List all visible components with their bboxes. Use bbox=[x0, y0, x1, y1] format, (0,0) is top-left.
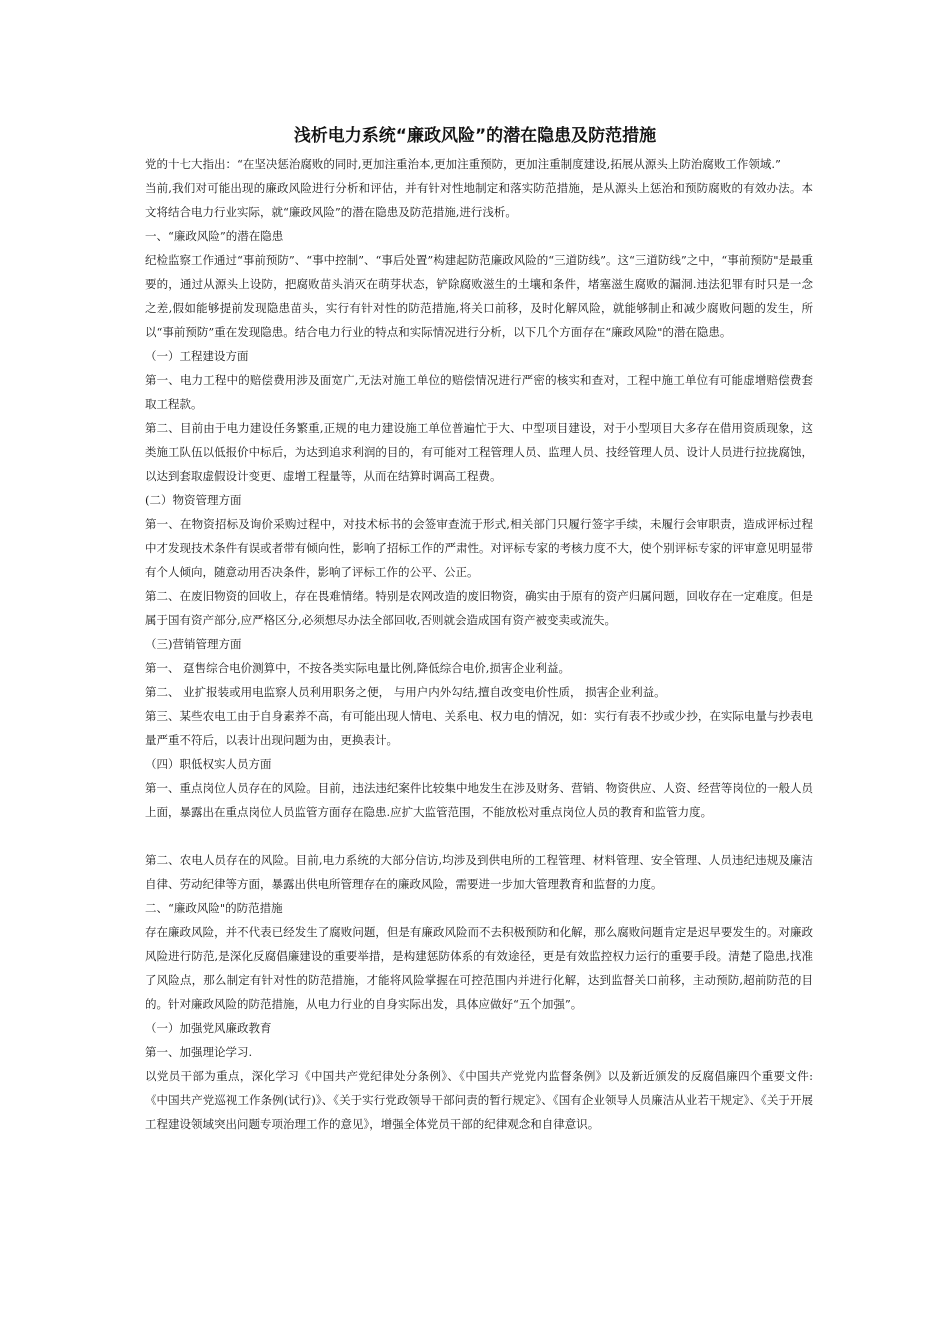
section-heading-risks: 一、“廉政风险”的潜在隐患 bbox=[145, 229, 284, 243]
paragraph-engineering-second: 第二、目前由于电力建设任务繁重,正规的电力建设施工单位普遍忙于大、中型项目建设，对于小型项目大多存在借用资质现象，这类施工队伍以低报价中标后，为达到追求利润的目的，有可能对工程管理人员、监理人员、技经管理人员、设计人员进行拉拢腐蚀，以达到套取虚假设计变更、虚增工程量等，从而在结算时调高工程费。 bbox=[145, 421, 813, 483]
document-title: 浅析电力系统“廉政风险”的潜在隐患及防范措施 bbox=[293, 126, 657, 146]
paragraph-personnel-first: 第一、重点岗位人员存在的风险。目前，违法违纪案件比较集中地发生在涉及财务、营销、物资供应、人资、经营等岗位的一般人员上面，暴露出在重点岗位人员监管方面存在隐患.应扩大监管范围，不能放松对重点岗位人员的教育和监管力度。 bbox=[145, 781, 813, 819]
paragraph-materials-first: 第一、在物资招标及询价采购过程中，对技术标书的会签审查流于形式,相关部门只履行签字手续，未履行会审职责，造成评标过程中才发现技术条件有误或者带有倾向性，影响了招标工作的严肃性。对评标专家的考核力度不大，使个别评标专家的评审意见明显带有个人倾向，随意动用否决条件，影响了评标工作的公平、公正。 bbox=[145, 517, 813, 579]
paragraph-theory-study: 第一、加强理论学习. bbox=[145, 1045, 253, 1059]
paragraph-three-lines-defense: 纪检监察工作通过“事前预防”、“事中控制”、“事后处置”构建起防范廉政风险的“三道防线”。这“三道防线”之中，“事前预防"是最重要的，通过从源头上设防，把腐败苗头消灭在萌芽状态，铲除腐败滋生的土壤和条件，堵塞滋生腐败的漏洞.违法犯罪有时只是一念之差,假如能够提前发现隐患苗头，实行有针对性的防范措施,将关口前移，及时化解风险，就能够制止和减少腐败问题的发生，所以“事前预防”重在发现隐患。结合电力行业的特点和实际情况进行分析，以下几个方面存在“廉政风险"的潜在隐患。 bbox=[145, 253, 813, 339]
paragraph-marketing-third: 第三、某些农电工由于自身素养不高，有可能出现人情电、关系电、权力电的情况，如：实行有表不抄或少抄，在实际电量与抄表电量严重不符后，以表计出现问题为由，更换表计。 bbox=[145, 709, 813, 747]
subsection-heading-education: （一）加强党风廉政教育 bbox=[145, 1021, 272, 1035]
paragraph-engineering-first: 第一、电力工程中的赔偿费用涉及面宽广,无法对施工单位的赔偿情况进行严密的核实和查对，工程中施工单位有可能虚增赔偿费套取工程款。 bbox=[145, 373, 813, 411]
paragraph-intro-quote: 党的十七大指出：“在坚决惩治腐败的同时,更加注重治本,更加注重预防，更加注重制度建设,拓展从源头上防治腐败工作领域.” bbox=[145, 157, 781, 171]
document-body bbox=[145, 152, 813, 1136]
paragraph-marketing-second: 第二、 业扩报装或用电监察人员利用职务之便， 与用户内外勾结,擅自改变电价性质， 损害企业利益。 bbox=[145, 685, 666, 699]
subsection-heading-personnel: （四）职低权实人员方面 bbox=[145, 757, 272, 771]
subsection-heading-engineering: （一）工程建设方面 bbox=[145, 349, 249, 363]
paragraph-personnel-second: 第二、农电人员存在的风险。目前,电力系统的大部分信访,均涉及到供电所的工程管理、材料管理、安全管理、人员违纪违规及廉洁自律、劳动纪律等方面，暴露出供电所管理存在的廉政风险，需要进一步加大管理教育和监督的力度。 bbox=[145, 853, 813, 891]
subsection-heading-materials: (二）物资管理方面 bbox=[145, 493, 242, 507]
section-heading-measures: 二、“廉政风险"的防范措施 bbox=[145, 901, 283, 915]
paragraph-measures-intro: 存在廉政风险，并不代表已经发生了腐败问题，但是有廉政风险而不去积极预防和化解，那么腐败问题肯定是迟早要发生的。对廉政风险进行防范,是深化反腐倡廉建设的重要举措，是构建惩防体系的有效途径，更是有效监控权力运行的重要手段。清楚了隐患,找准了风险点，那么制定有针对性的防范措施，才能将风险掌握在可控范围内并进行化解，达到监督关口前移，主动预防,超前防范的目的。针对廉政风险的防范措施，从电力行业的自身实际出发，具体应做好“五个加强”。 bbox=[145, 925, 813, 1011]
paragraph-study-documents: 以党员干部为重点，深化学习《中国共产党纪律处分条例》、《中国共产党党内监督条例》以及新近颁发的反腐倡廉四个重要文件:《中国共产党巡视工作条例(试行)》、《关于实行党政领导干部问责的暂行规定》、《国有企业领导人员廉洁从业若干规定》、《关于开展工程建设领域突出问题专项治理工作的意见》，增强全体党员干部的纪律观念和自律意识。 bbox=[145, 1069, 813, 1131]
paragraph-intro-purpose: 当前,我们对可能出现的廉政风险进行分析和评估，并有针对性地制定和落实防范措施，是从源头上惩治和预防腐败的有效办法。本文将结合电力行业实际，就“廉政风险”的潜在隐患及防范措施,进行浅析。 bbox=[145, 181, 813, 219]
subsection-heading-marketing: （三)营销管理方面 bbox=[145, 637, 242, 651]
paragraph-marketing-first: 第一、 趸售综合电价测算中，不按各类实际电量比例,降低综合电价,损害企业利益。 bbox=[145, 661, 570, 675]
paragraph-materials-second: 第二、在废旧物资的回收上，存在畏难情绪。特别是农网改造的废旧物资，确实由于原有的资产归属问题，回收存在一定难度。但是属于国有资产部分,应严格区分,必须想尽办法全部回收,否则就会造成国有资产被变卖或流失。 bbox=[145, 589, 813, 627]
